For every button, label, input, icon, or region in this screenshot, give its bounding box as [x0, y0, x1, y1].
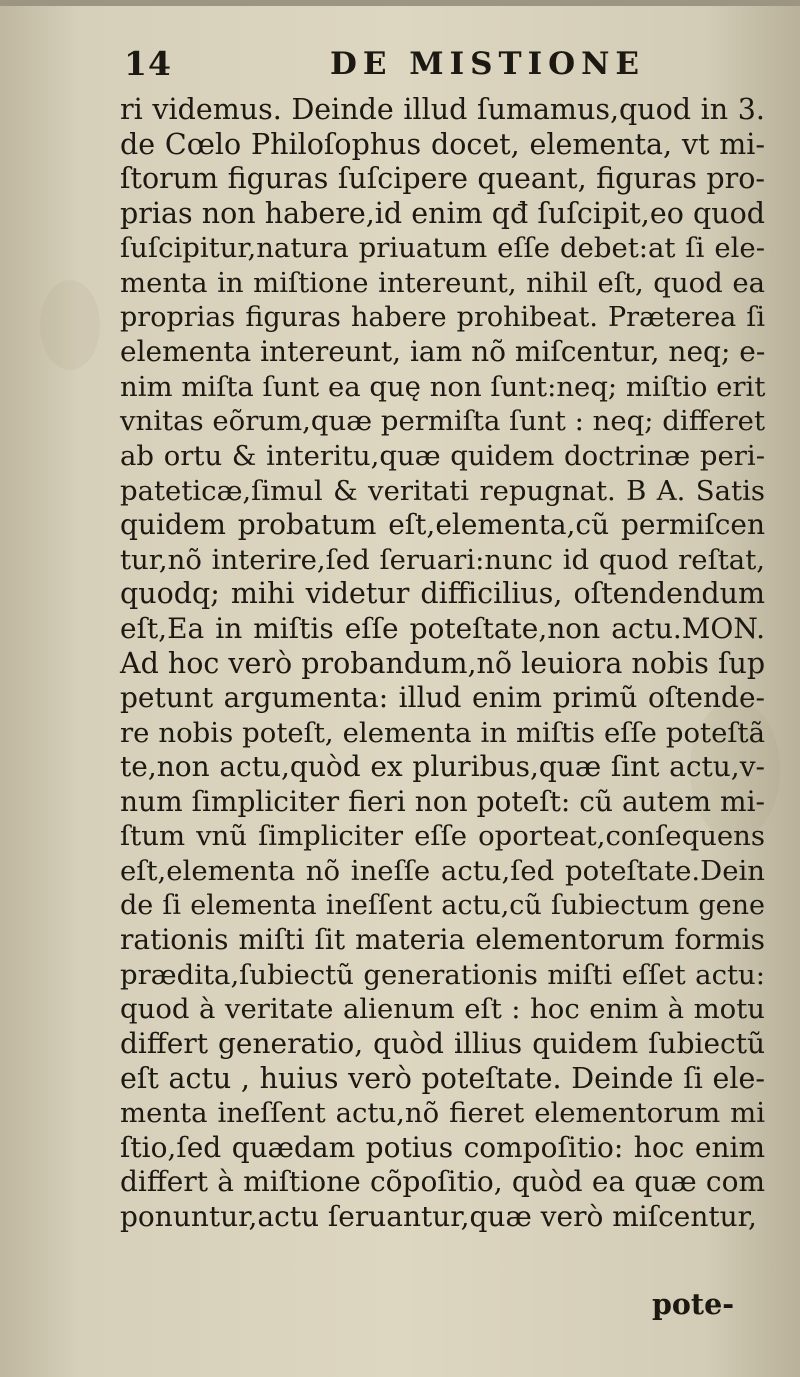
running-title: DE MISTIONE — [330, 46, 646, 82]
text-line: de ſi elementa ineſſent actu,cũ ſubiectum gene — [120, 889, 765, 921]
text-line: nim miſta ſunt ea quę non ſunt:neq; miſtio erit — [120, 370, 766, 403]
text-line: ri videmus. Deinde illud ſumamus,quod in 3. — [120, 93, 765, 126]
text-line: rationis miſti ſit materia elementorum formis — [120, 923, 765, 957]
text-line: eſt actu , huius verò poteſtate. Deinde ſi ele- — [120, 1061, 765, 1095]
text-line: num ſimpliciter fieri non poteſt: cũ autem mi- — [120, 784, 765, 818]
catchword: pote- — [652, 1287, 735, 1321]
text-line: menta in miſtione intereunt, nihil eſt, quod ea — [120, 266, 765, 299]
text-line: prædita,ſubiectũ generationis miſti eſſet actu: — [120, 958, 765, 991]
text-line: quidem probatum eſt,elementa,cũ permiſcen — [120, 508, 765, 542]
text-line: ſtum vnũ ſimpliciter eſſe oporteat,conſequens — [120, 820, 765, 853]
text-line: ſuſcipitur,natura priuatum eſſe debet:at ſi ele- — [120, 232, 765, 265]
text-line: elementa intereunt, iam nõ miſcentur, neq; e- — [120, 335, 766, 369]
text-line: pateticæ,ſimul & veritati repugnat. B A. Satis — [120, 474, 765, 507]
text-line: eſt,elementa nõ ineſſe actu,ſed poteſtate.Dein — [120, 855, 765, 888]
text-line: eſt,Ea in miſtis eſſe poteſtate,non actu.MON. — [120, 611, 765, 645]
paper-stain — [40, 280, 100, 370]
text-line: quodq; mihi videtur difficilius, oſtendendum — [120, 577, 765, 611]
text-line: prias non habere,id enim qđ ſuſcipit,eo quod — [120, 196, 765, 230]
text-line: quod à veritate alienum eſt : hoc enim à motu — [120, 993, 765, 1026]
text-line: ab ortu & interitu,quæ quidem doctrinæ peri- — [120, 439, 765, 472]
page-header — [124, 44, 654, 94]
body-text — [120, 93, 765, 1235]
text-line: vnitas eõrum,quæ permiſta ſunt : neq; differet — [120, 405, 765, 438]
text-line: Ad hoc verò probandum,nõ leuiora nobis ſup — [120, 646, 766, 680]
text-line: differt à miſtione cõpoſitio, quòd ea quæ com — [120, 1165, 765, 1199]
text-line: re nobis poteſt, elementa in miſtis eſſe poteſtã — [120, 716, 765, 749]
page-number: 14 — [124, 44, 172, 83]
text-line: te,non actu,quòd ex pluribus,quæ ſint actu,v- — [120, 750, 765, 784]
text-line: menta ineſſent actu,nõ fieret elementorum mi — [120, 1097, 765, 1130]
text-line: ſtorum figuras ſuſcipere queant, figuras pro- — [120, 162, 765, 196]
text-line: tur,nõ interire,ſed ſeruari:nunc id quod reſtat, — [120, 543, 765, 576]
text-line: petunt argumenta: illud enim primũ oſtende- — [120, 681, 765, 715]
text-line: de Cœlo Philoſophus docet, elementa, vt mi- — [120, 127, 765, 161]
text-line: proprias figuras habere prohibeat. Præterea ſi — [120, 301, 765, 333]
text-line: ſtio,ſed quædam potius compoſitio: hoc enim — [120, 1130, 765, 1164]
text-line: differt generatio, quòd illius quidem ſubiectũ — [120, 1027, 765, 1061]
text-line: ponuntur,actu ſeruantur,quæ verò miſcentur, — [120, 1200, 757, 1233]
